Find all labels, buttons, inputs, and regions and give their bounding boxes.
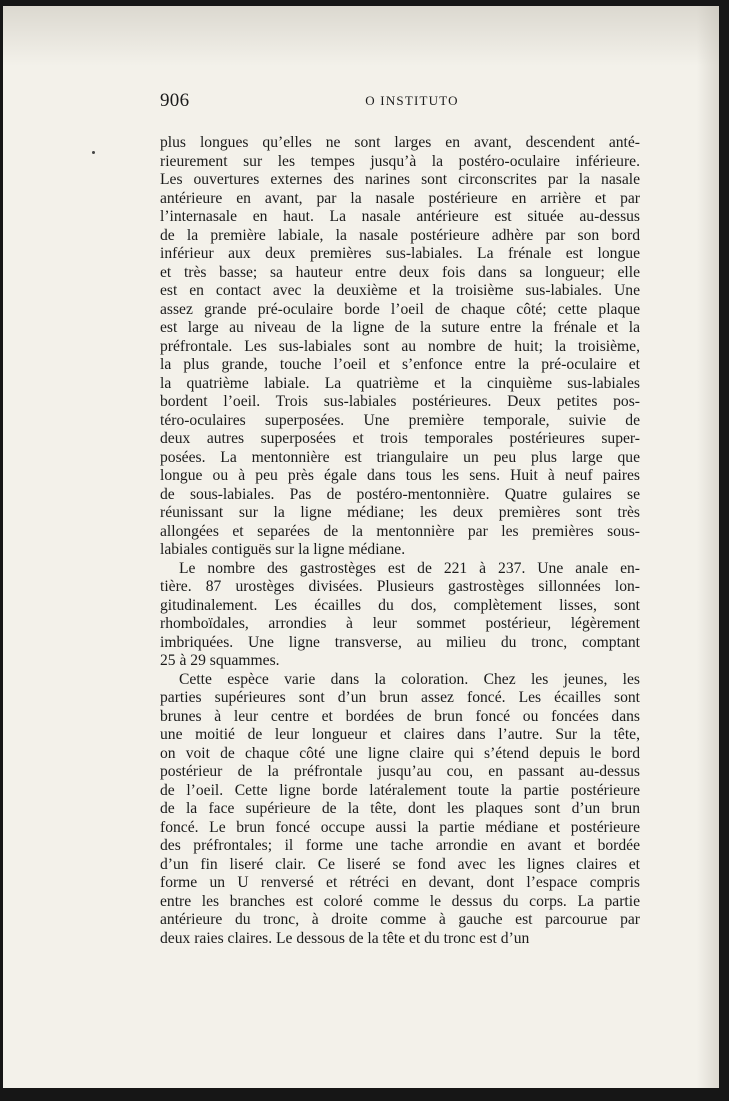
text-line: et très basse; sa hauteur entre deux fois dans sa longueur; elle	[160, 263, 640, 281]
text-line: postérieur de la préfrontale jusqu’au cou, en passant au-dessus	[160, 763, 640, 780]
text-line: labiales contiguës sur la ligne médiane.	[160, 541, 406, 558]
text-line: allongées et separées de la mentonnière par les premières sous-	[160, 522, 640, 540]
text-line: parties supérieures sont d’un brun assez foncé. Les écailles sont	[160, 689, 640, 706]
text-line: antérieure du tronc, à droite comme à gauche est parcourue par	[160, 911, 640, 928]
text-line: la quatrième labiale. La quatrième et la cinquième sus-labiales	[160, 374, 640, 392]
text-line: Cette espèce varie dans la coloration. Chez les jeunes, les	[179, 670, 640, 688]
text-line: forme un U renversé et rétréci en devant, dont l’espace compris	[160, 874, 640, 891]
text-line: imbriquées. Une ligne transverse, au milieu du tronc, comptant	[160, 633, 640, 651]
text-line: antérieure en avant, par la nasale postérieure en arrière et par	[160, 189, 640, 207]
text-line: de l’oeil. Cette ligne borde latéralement toute la partie postérieure	[160, 781, 640, 799]
text-line: foncé. Le brun foncé occupe aussi la partie médiane et postérieure	[160, 818, 640, 836]
running-title: O INSTITUTO	[365, 93, 459, 108]
page-number: 906	[160, 90, 190, 111]
text-line: réunissant sur la ligne médiane; les deux premières sont très	[160, 504, 640, 521]
text-line: assez grande pré-oculaire borde l’oeil de chaque côté; cette plaque	[160, 300, 640, 318]
text-line: brunes à leur centre et bordées de brun foncé ou foncées dans	[160, 707, 640, 725]
text-line: plus longues qu’elles ne sont larges en avant, descendent anté-	[160, 134, 640, 151]
text-line: la plus grande, touche l’oeil et s’enfonce entre la pré-oculaire et	[160, 356, 640, 373]
text-line: deux raies claires. Le dessous de la tête et du tronc est d’un	[160, 929, 530, 947]
text-line: de la première labiale, la nasale postérieure adhère par son bord	[160, 226, 640, 244]
text-line: entre les branches est coloré comme le dessus du corps. La partie	[160, 892, 640, 910]
text-line: tière. 87 urostèges divisées. Plusieurs gastrostèges sillonnées lon-	[160, 578, 640, 595]
page-header	[160, 90, 640, 114]
text-line: une moitié de leur longueur et claires dans l’autre. Sur la tête,	[160, 726, 640, 743]
paragraph	[160, 134, 640, 560]
paragraph	[160, 671, 640, 949]
text-line: préfrontale. Les sus-labiales sont au nombre de huit; la troisième,	[160, 337, 640, 355]
text-line: posées. La mentonnière est triangulaire un peu plus large que	[160, 448, 640, 466]
text-line: rieurement sur les tempes jusqu’à la postéro-oculaire inférieure.	[160, 152, 640, 170]
text-line: l’internasale en haut. La nasale antérieure est située au-dessus	[160, 208, 640, 225]
text-line: Le nombre des gastrostèges est de 221 à 237. Une anale en-	[179, 559, 640, 577]
body-text	[160, 134, 640, 948]
text-line: téro-oculaires superposées. Une première temporale, suivie de	[160, 411, 640, 429]
text-line: gitudinalement. Les écailles du dos, complètement lisses, sont	[160, 596, 640, 614]
text-line: est large au niveau de la ligne de la suture entre la frénale et la	[160, 319, 640, 336]
text-line: de la face supérieure de la tête, dont les plaques sont d’un brun	[160, 800, 640, 817]
text-line: longue ou à peu près égale dans tous les sens. Huit à neuf paires	[160, 467, 640, 484]
scanned-page	[3, 6, 719, 1088]
text-line: on voit de chaque côté une ligne claire qui s’étend depuis le bord	[160, 744, 640, 762]
text-line: deux autres superposées et trois temporales postérieures super-	[160, 430, 640, 447]
text-line: Les ouvertures externes des narines sont circonscrites par la nasale	[160, 171, 640, 188]
text-line: 25 à 29 squammes.	[160, 652, 280, 669]
text-line: d’un fin liseré clair. Ce liseré se fond avec les lignes claires et	[160, 855, 640, 873]
margin-speck	[92, 151, 95, 154]
text-line: inférieur aux deux premières sus-labiales. La frénale est longue	[160, 245, 640, 262]
text-line: des préfrontales; il forme une tache arrondie en avant et bordée	[160, 837, 640, 854]
text-line: de sous-labiales. Pas de postéro-mentonnière. Quatre gulaires se	[160, 485, 640, 503]
text-line: est en contact avec la deuxième et la troisième sus-labiales. Une	[160, 282, 640, 299]
text-line: bordent l’oeil. Trois sus-labiales postérieures. Deux petites pos-	[160, 393, 640, 410]
paragraph	[160, 560, 640, 671]
text-line: rhomboïdales, arrondies à leur sommet postérieur, légèrement	[160, 615, 640, 632]
